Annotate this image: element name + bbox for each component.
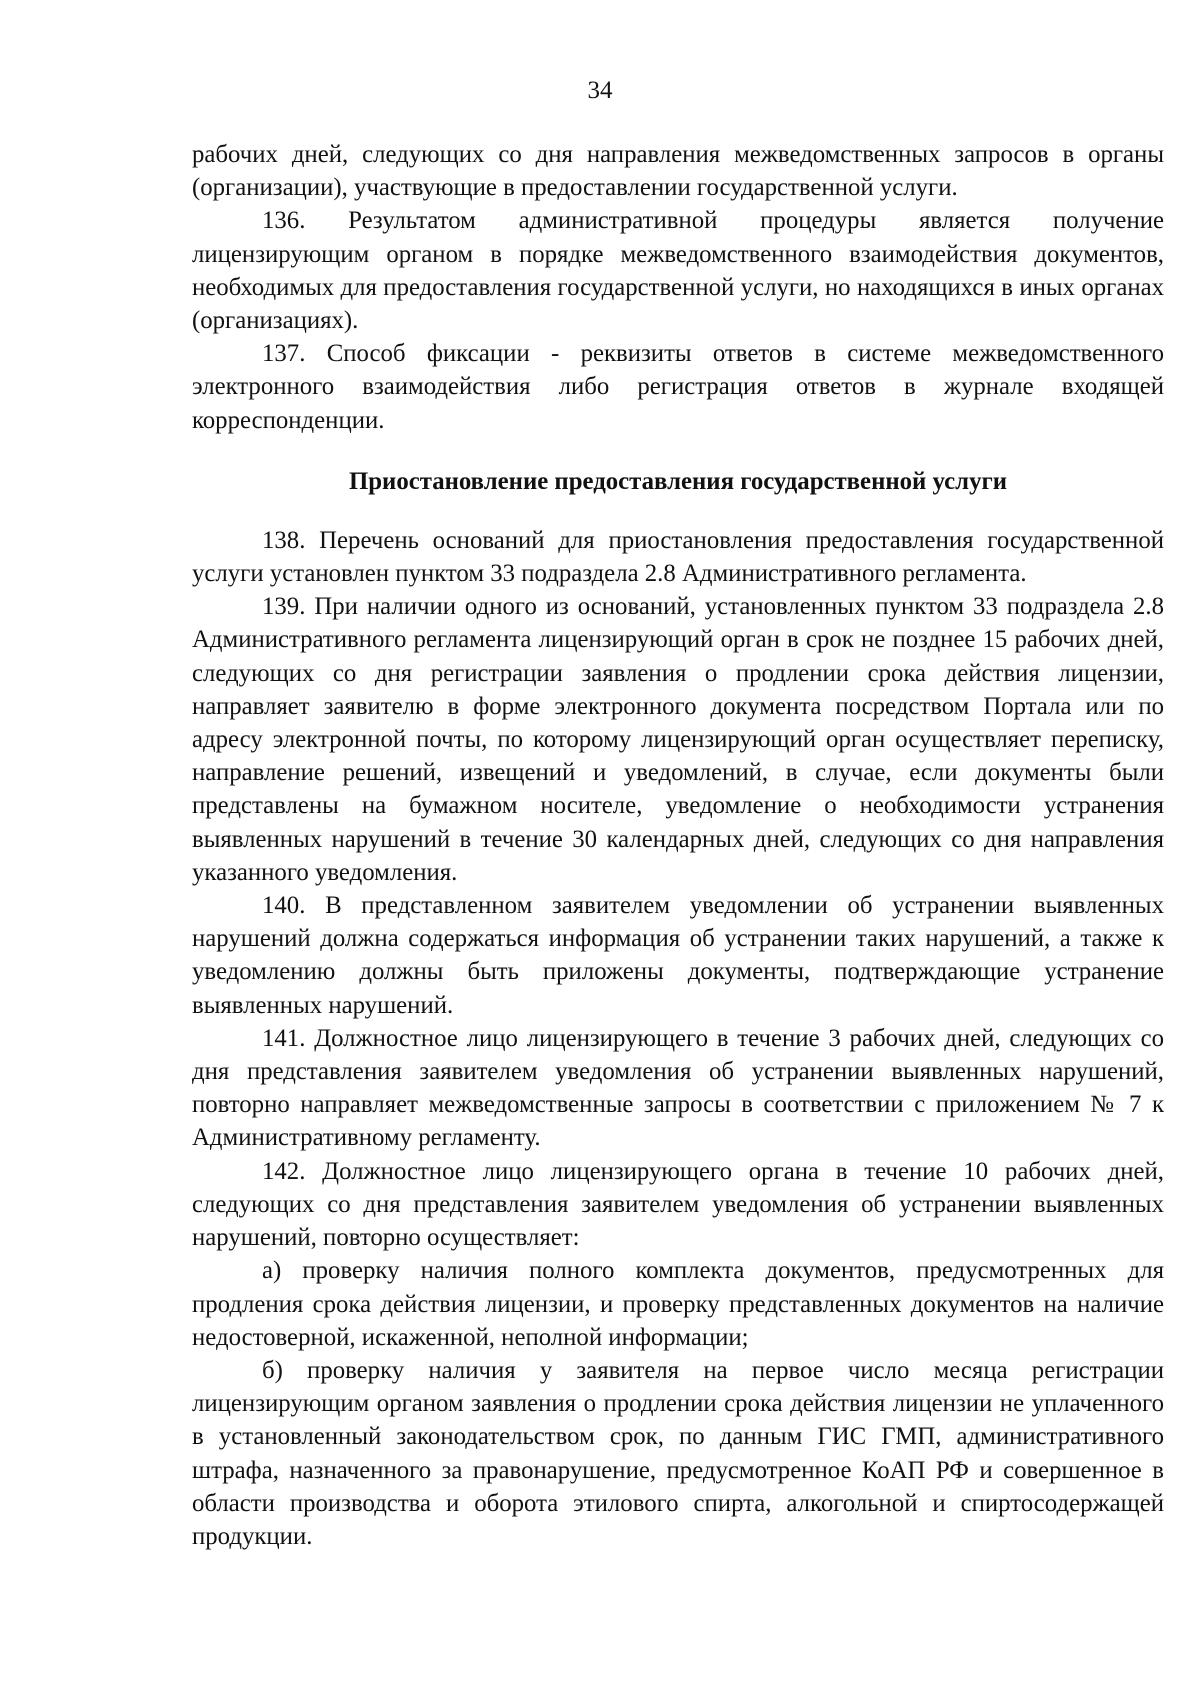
paragraph-continuation: рабочих дней, следующих со дня направления межведомственных запросов в органы (организации), участвующие в предоставлении государственной услуги. [192, 141, 1164, 202]
document-body [192, 138, 1164, 1553]
paragraph-142: 142. Должностное лицо лицензирующего органа в течение 10 рабочих дней, следующих со дня представления заявителем уведомления об устранении выявленных нарушений, повторно осуществляет: [192, 1157, 1164, 1252]
section-heading: Приостановление предоставления государственной услуги [348, 467, 1008, 495]
paragraph-136: 136. Результатом административной процедуры является получение лицензирующим органом в порядке межведомственного взаимодействия документов, необходимых для предоставления государственной услуги, но находящихся в иных органах (организациях). [192, 207, 1164, 335]
page-number: 34 [587, 77, 613, 104]
paragraph-139: 139. При наличии одного из оснований, установленных пунктом 33 подраздела 2.8 Административного регламента лицензирующий орган в срок не позднее 15 рабочих дней, следующих со дня регистрации заявления о продлении срока действия лицензии, направляет заявителю в форме электронного документа посредством Портала или по адресу электронной почты, по которому лицензирующий орган осуществляет переписку, направление решений, извещений и уведомлений, в случае, если документы были представлены на бумажном носителе, уведомление о необходимости устранения выявленных нарушений в течение 30 календарных дней, следующих со дня направления указанного уведомления. [192, 593, 1164, 886]
paragraph-140: 140. В представленном заявителем уведомлении об устранении выявленных нарушений должна содержаться информация об устранении таких нарушений, а также к уведомлению должны быть приложены документы, подтверждающие устранение выявленных нарушений. [192, 892, 1164, 1019]
paragraph-141: 141. Должностное лицо лицензирующего в течение 3 рабочих дней, следующих со дня представления заявителем уведомления об устранении выявленных нарушений, повторно направляет межведомственные запросы в соответствии с приложением № 7 к Административному регламенту. [192, 1024, 1164, 1152]
paragraph-142-b: б) проверку наличия у заявителя на первое число месяца регистрации лицензирующим органом заявления о продлении срока действия лицензии не уплаченного в установленный законодательством срок, по данным ГИС ГМП, административного штрафа, назначенного за правонарушение, предусмотренное КоАП РФ и совершенное в области производства и оборота этилового спирта, алкогольной и спиртосодержащей продукции. [192, 1356, 1164, 1550]
paragraph-138: 138. Перечень оснований для приостановления предоставления государственной услуги установлен пунктом 33 подраздела 2.8 Административного регламента. [192, 526, 1164, 588]
paragraph-137: 137. Способ фиксации - реквизиты ответов в системе межведомственного электронного взаимодействия либо регистрация ответов в журнале входящей корреспонденции. [192, 340, 1164, 434]
paragraph-142-a: а) проверку наличия полного комплекта документов, предусмотренных для продления срока действия лицензии, и проверку представленных документов на наличие недостоверной, искаженной, неполной информации; [192, 1257, 1164, 1351]
